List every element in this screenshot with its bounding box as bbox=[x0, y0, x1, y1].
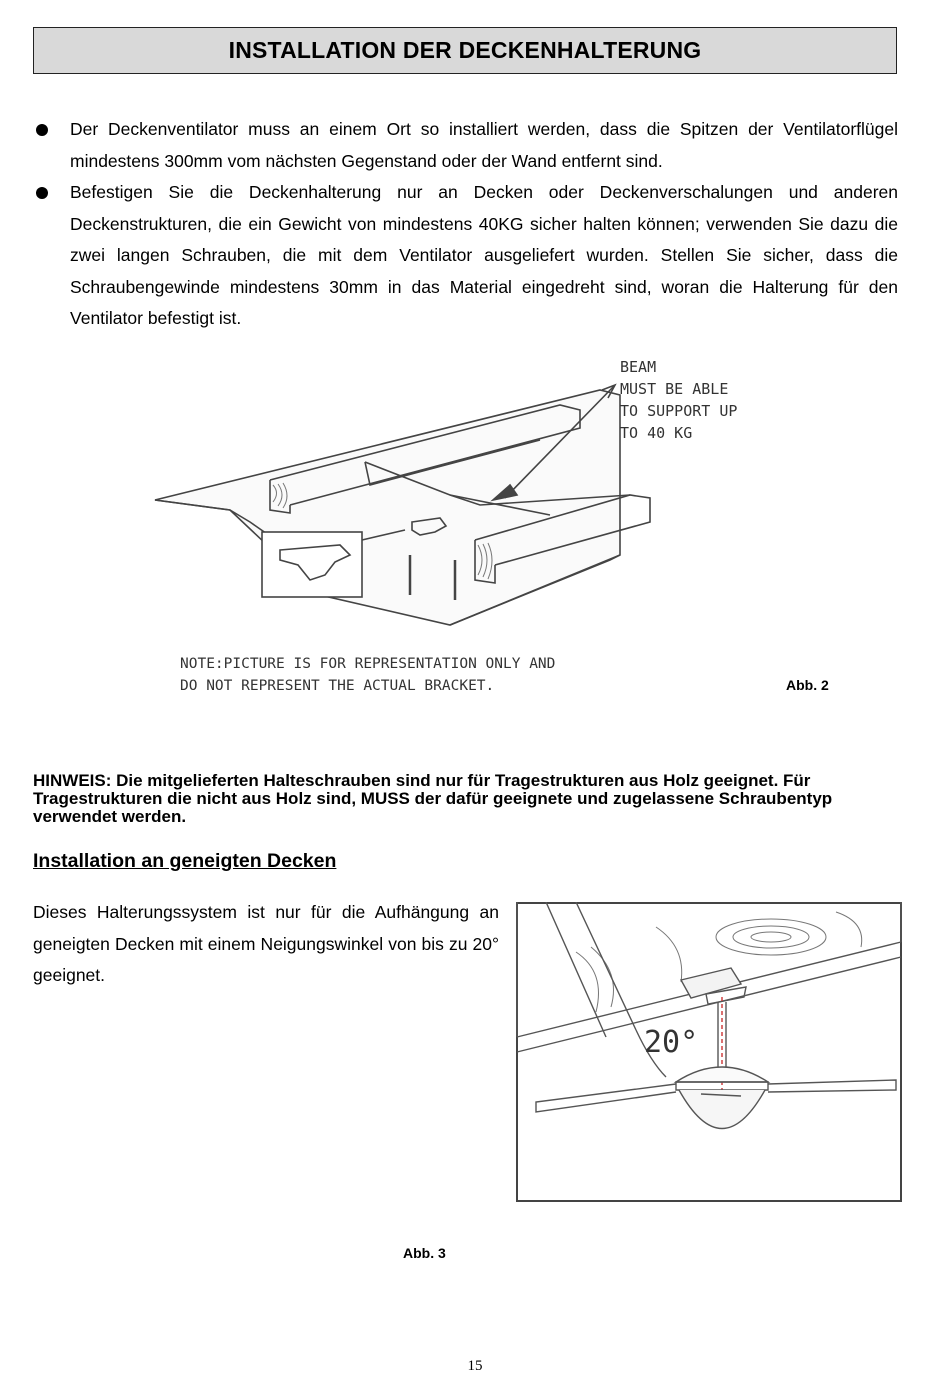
title-box bbox=[33, 27, 897, 74]
bullet-list bbox=[33, 114, 898, 335]
bullet-item-clearance bbox=[33, 114, 898, 177]
bullet-dot-icon bbox=[36, 124, 48, 136]
ceiling-beam-illustration bbox=[150, 350, 770, 705]
bullet-item-mounting bbox=[33, 177, 898, 335]
page-title: INSTALLATION DER DECKENHALTERUNG bbox=[228, 37, 702, 63]
section-paragraph: Dieses Halterungssystem ist nur für die Aufhängung an geneigten Decken mit einem Neigungswinkel von bis zu 20° geeignet. bbox=[33, 902, 499, 985]
bullet-text: Der Deckenventilator muss an einem Ort so installiert werden, dass die Spitzen der Ventilatorflügel mindestens 300mm vom nächsten Gegenstand oder der Wand entfernt sind. bbox=[70, 119, 898, 171]
callout-line: MUST BE ABLE bbox=[620, 380, 729, 398]
angle-label: 20° bbox=[644, 1025, 699, 1060]
page-number: 15 bbox=[467, 1358, 483, 1374]
sloped-ceiling-fan-illustration bbox=[516, 902, 902, 1202]
callout-line: TO 40 KG bbox=[620, 424, 693, 442]
bullet-text: Befestigen Sie die Deckenhalterung nur an Decken oder Deckenverschalungen und anderen Deckenstrukturen, die ein Gewicht von mindestens 40KG sicher halten können; verwenden Sie dazu die zwei langen Schrauben, die mit dem Ventilator ausgeliefert wurden. Stellen Sie sicher, dass die Schraubengewinde mindestens 30mm in das Material eingedreht sind, woran die Halterung für den Ventilator befestigt ist. bbox=[70, 182, 898, 328]
bullet-dot-icon bbox=[36, 187, 48, 199]
figure-3-label: Abb. 3 bbox=[403, 1245, 446, 1261]
figure-2-label: Abb. 2 bbox=[786, 677, 829, 693]
hinweis-note: HINWEIS: Die mitgelieferten Halteschrauben sind nur für Tragestrukturen aus Holz geeignet. Für Tragestrukturen die nicht aus Holz sind, MUSS der dafür geeignete und zugelassene Schraubentyp verwendet werden. bbox=[33, 771, 833, 826]
figure-note-line: NOTE:PICTURE IS FOR REPRESENTATION ONLY AND bbox=[180, 656, 556, 672]
callout-line: TO SUPPORT UP bbox=[620, 402, 738, 420]
callout-line: BEAM bbox=[620, 358, 657, 376]
figure-note-line: DO NOT REPRESENT THE ACTUAL BRACKET. bbox=[180, 678, 495, 694]
section-heading: Installation an geneigten Decken bbox=[33, 850, 337, 872]
